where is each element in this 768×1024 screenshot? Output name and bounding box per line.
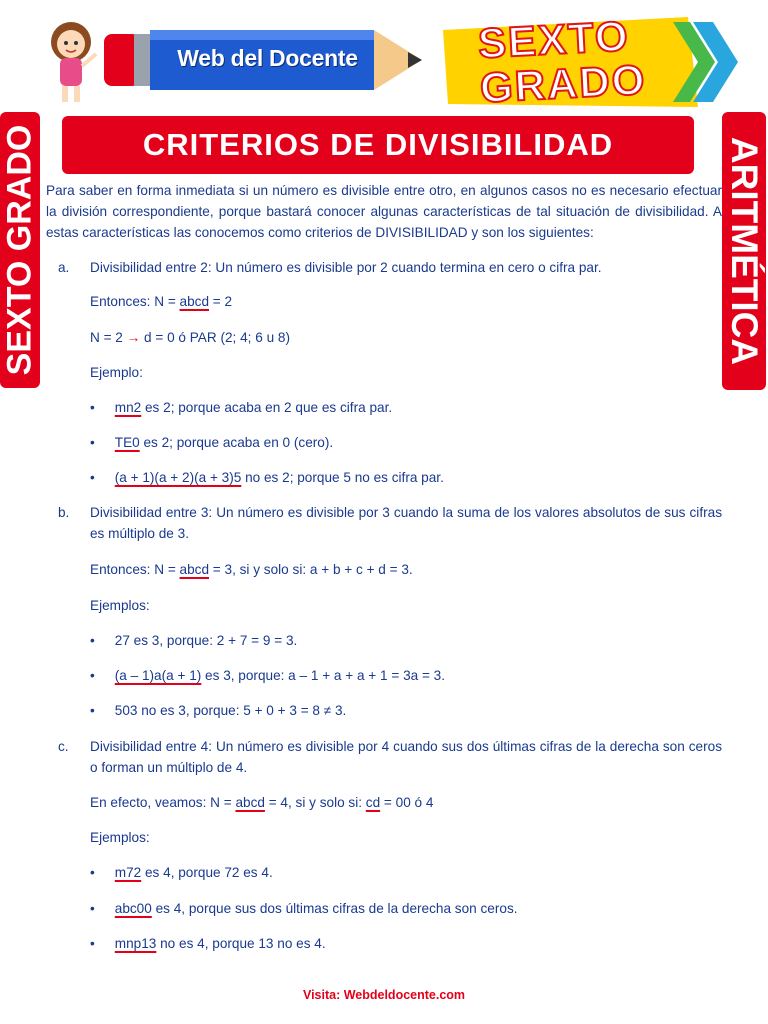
bullet-icon: • <box>90 435 95 450</box>
bullet-icon: • <box>90 633 95 648</box>
arrow-icon: → <box>126 330 141 345</box>
grade-banner-line2: GRADO <box>478 55 648 112</box>
list-item: • abc00 es 4, porque sus dos últimas cifras de la derecha son ceros. <box>90 901 518 916</box>
bullet-icon: • <box>90 703 95 718</box>
bullet-icon: • <box>90 400 95 415</box>
list-item: • m72 es 4, porque 72 es 4. <box>90 865 273 880</box>
section-b-formula: Entonces: N = abcd = 3, si y solo si: a + b + c + d = 3. <box>90 562 413 577</box>
section-a-marker: a. <box>58 260 70 275</box>
section-c-examples-label: Ejemplos: <box>90 830 150 845</box>
side-banner-grade-text: SEXTO GRADO <box>0 124 39 376</box>
list-item: • 503 no es 3, porque: 5 + 0 + 3 = 8 ≠ 3. <box>90 703 347 718</box>
grade-banner-line1: SEXTO <box>476 12 631 67</box>
bullet-icon: • <box>90 470 95 485</box>
list-item: • mnp13 no es 4, porque 13 no es 4. <box>90 936 326 951</box>
side-banner-subject-text: ARITMÉTICA <box>724 136 765 366</box>
section-c-marker: c. <box>58 739 69 754</box>
list-item: • (a – 1)a(a + 1) es 3, porque: a – 1 + a + a + 1 = 3a = 3. <box>90 668 446 683</box>
section-a-examples-label: Ejemplo: <box>90 365 143 380</box>
section-a-formula: Entonces: N = abcd = 2 <box>90 294 233 309</box>
list-item: • TE0 es 2; porque acaba en 0 (cero). <box>90 435 334 450</box>
page-header <box>0 0 768 112</box>
side-banner-grade <box>0 112 40 388</box>
section-a-text: Divisibilidad entre 2: Un número es divisible por 2 cuando termina en cero o cifra par. <box>90 260 602 275</box>
side-banner-subject <box>722 112 766 390</box>
list-item: • 27 es 3, porque: 2 + 7 = 9 = 3. <box>90 633 298 648</box>
bullet-icon: • <box>90 936 95 951</box>
section-b-marker: b. <box>58 505 70 520</box>
teacher-illustration <box>40 16 102 106</box>
site-logo-text: Web del Docente <box>177 45 358 71</box>
footer-link[interactable]: Visita: Webdeldocente.com <box>302 988 466 1002</box>
intro-paragraph: Para saber en forma inmediata si un número es divisible entre otro, en algunos casos no es necesario efectuar la división correspondiente, porque bastará conocer algunas características de tal situación de divisibilidad. A estas características las conocemos como criterios de DIVISIBILIDAD y son los siguientes: <box>46 183 722 240</box>
page-title-box <box>62 116 694 174</box>
bullet-icon: • <box>90 668 95 683</box>
section-a-rule: N = 2 → d = 0 ó PAR (2; 4; 6 u 8) <box>90 330 290 345</box>
section-b-text: Divisibilidad entre 3: Un número es divisible por 3 cuando la suma de los valores absolutos de sus cifras es múltiplo de 3. <box>90 505 722 541</box>
list-item: • mn2 es 2; porque acaba en 2 que es cifra par. <box>90 400 393 415</box>
section-b-examples-label: Ejemplos: <box>90 598 150 613</box>
list-item: • (a + 1)(a + 2)(a + 3)5 no es 2; porque 5 no es cifra par. <box>90 470 444 485</box>
page-title: CRITERIOS DE DIVISIBILIDAD <box>142 127 614 162</box>
bullet-icon: • <box>90 901 95 916</box>
bullet-icon: • <box>90 865 95 880</box>
section-c-formula: En efecto, veamos: N = abcd = 4, si y solo si: cd = 00 ó 4 <box>90 795 434 810</box>
section-c-text: Divisibilidad entre 4: Un número es divisible por 4 cuando sus dos últimas cifras de la derecha son ceros o forman un múltiplo de 4. <box>90 739 722 775</box>
